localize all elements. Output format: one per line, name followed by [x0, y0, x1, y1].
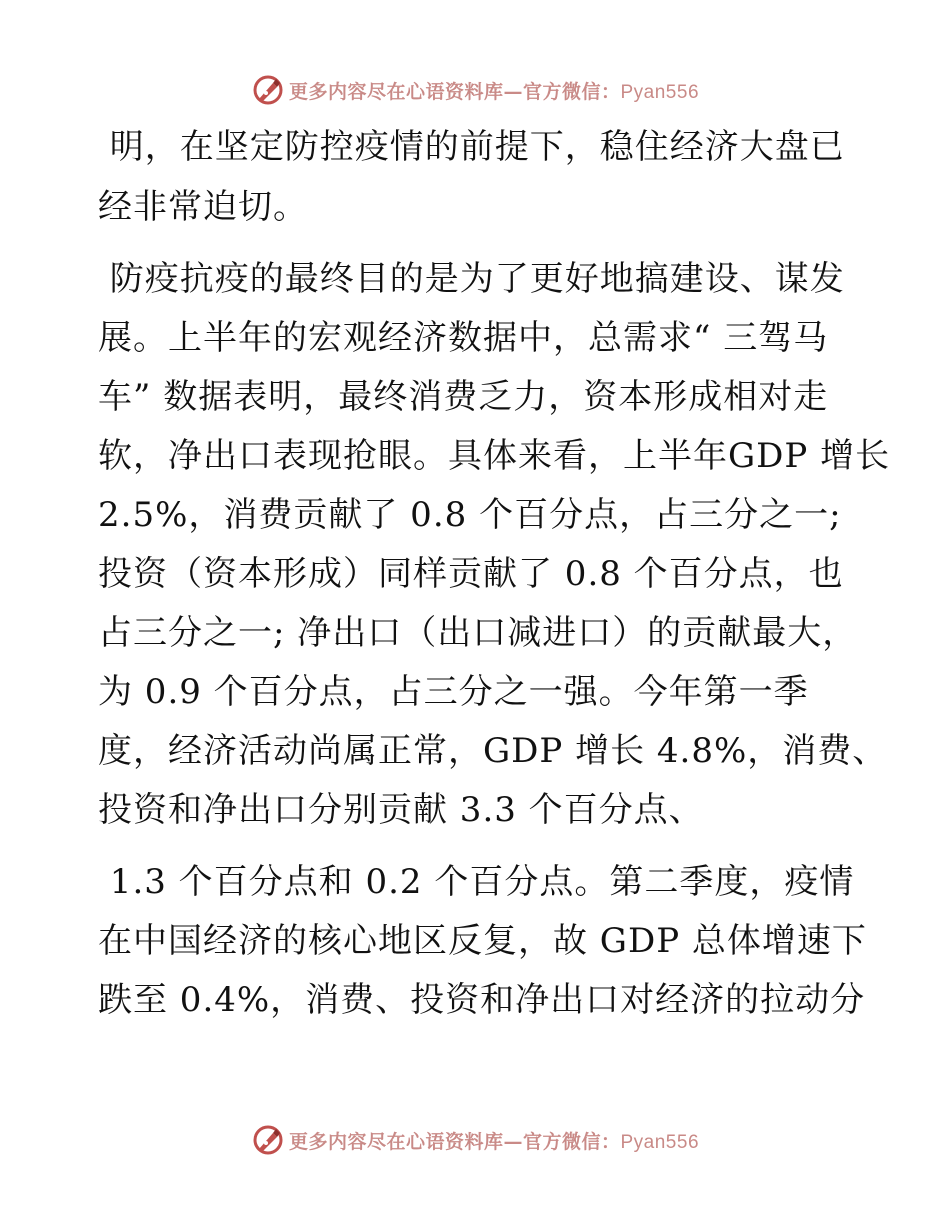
watermark-text: 更多内容尽在心语资料库—官方微信：Pyan556	[288, 1130, 700, 1153]
text-line: 为 0.9 个百分点，占三分之一强。今年第一季	[98, 672, 809, 712]
pen-seal-icon	[251, 1123, 285, 1157]
text-line: 投资和净出口分别贡献 3.3 个百分点、	[98, 790, 704, 830]
text-line: 度，经济活动尚属正常，GDP 增长 4.8%，消费、	[98, 731, 888, 771]
text-line: 展。上半年的宏观经济数据中，总需求“ 三驾马	[98, 318, 829, 358]
text-line: 跌至 0.4%，消费、投资和净出口对经济的拉动分	[98, 980, 866, 1020]
text-line: 1.3 个百分点和 0.2 个百分点。第二季度，疫情	[98, 862, 855, 902]
text-line: 投资（资本形成）同样贡献了 0.8 个百分点，也	[98, 554, 844, 594]
text-line: 在中国经济的核心地区反复，故 GDP 总体增速下	[98, 921, 867, 961]
text-line: 2.5%，消费贡献了 0.8 个百分点，占三分之一;	[98, 495, 842, 535]
text-line: 软，净出口表现抢眼。具体来看，上半年GDP 增长	[98, 436, 891, 476]
text-line: 经非常迫切。	[98, 187, 308, 227]
text-line: 占三分之一; 净出口（出口减进口）的贡献最大，	[98, 613, 858, 653]
text-line: 明，在坚定防控疫情的前提下，稳住经济大盘已	[98, 127, 845, 167]
text-line: 车” 数据表明，最终消费乏力，资本形成相对走	[98, 377, 829, 417]
footer-watermark	[0, 1120, 950, 1160]
watermark-text: 更多内容尽在心语资料库—官方微信：Pyan556	[288, 80, 700, 103]
text-line: 防疫抗疫的最终目的是为了更好地搞建设、谋发	[98, 259, 845, 299]
